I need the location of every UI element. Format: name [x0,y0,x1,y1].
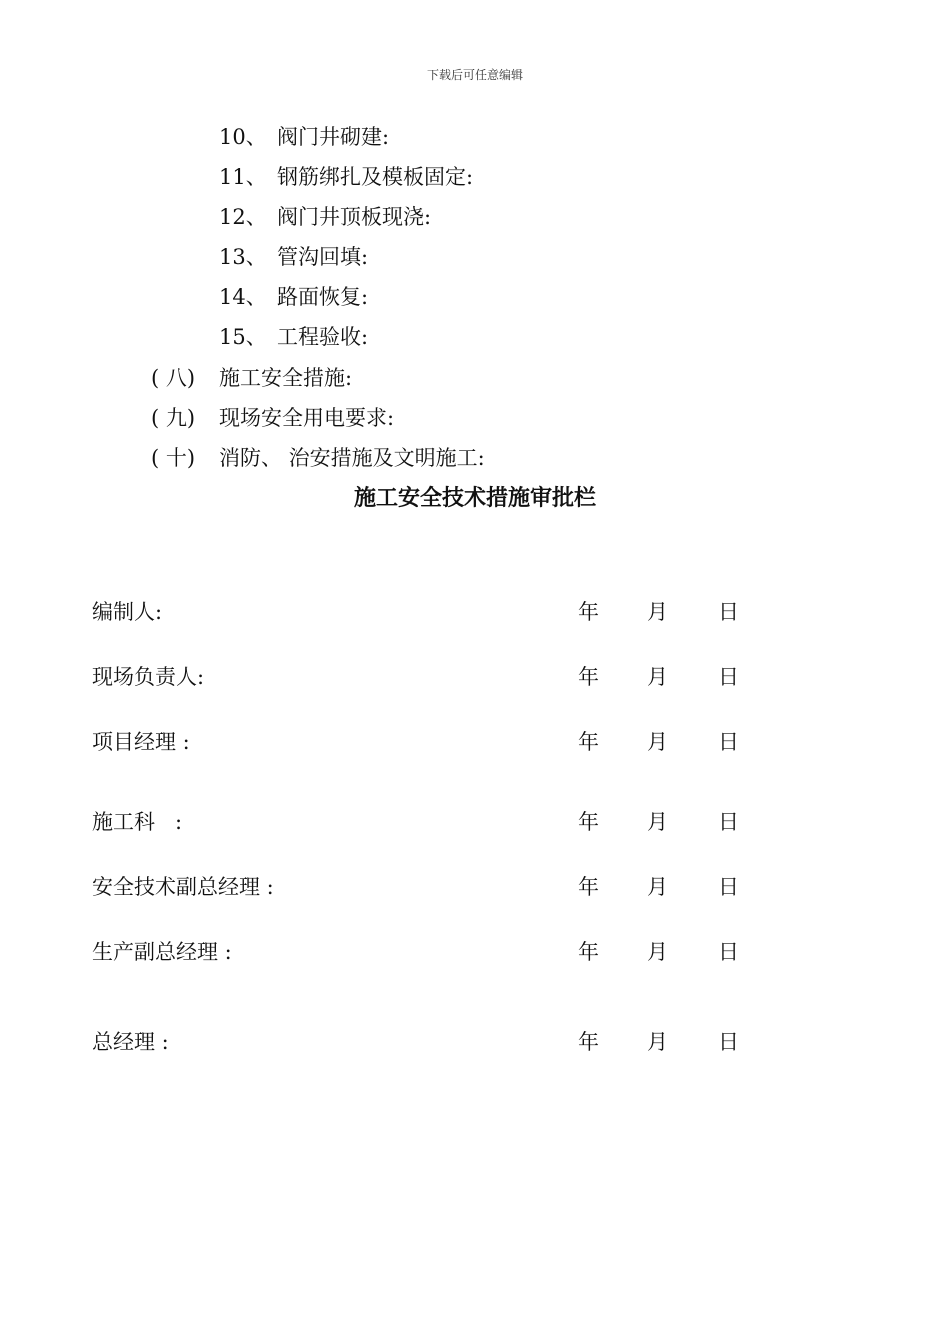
signature-label: 项目经理 : [92,730,190,754]
section-8 [151,364,352,392]
signature-row-general-manager [92,1028,792,1056]
date-month: 月 [647,730,668,754]
section-number: ( 九) [151,406,196,430]
section-9 [151,404,394,432]
signature-row-production-vp [92,938,792,966]
step-11 [219,163,473,191]
step-number: 12、 [219,205,267,229]
date-day: 日 [718,810,739,834]
signature-label: 编制人: [92,600,163,624]
section-text: 消防、 治安措施及文明施工: [219,446,485,470]
approval-title: 施工安全技术措施审批栏 [353,485,596,511]
step-number: 10、 [219,125,267,149]
date-month: 月 [647,940,668,964]
date-year: 年 [578,1030,599,1054]
step-text: 管沟回填: [277,245,369,269]
date-month: 月 [647,875,668,899]
signature-row-construction-dept [92,808,792,836]
step-text: 阀门井顶板现浇: [277,205,432,229]
signature-label: 总经理 : [92,1030,169,1054]
signature-label: 现场负责人: [92,665,205,689]
date-month: 月 [647,810,668,834]
step-12 [219,203,431,231]
signature-row-safety-vp [92,873,792,901]
step-text: 路面恢复: [277,285,369,309]
section-text: 现场安全用电要求: [219,406,395,430]
signature-label: 施工科 : [92,810,183,834]
date-year: 年 [578,940,599,964]
date-month: 月 [647,600,668,624]
signature-label: 安全技术副总经理 : [92,875,274,899]
step-text: 钢筋绑扎及模板固定: [277,165,474,189]
date-day: 日 [718,600,739,624]
signature-row-project-manager [92,728,792,756]
step-number: 11、 [219,165,267,189]
date-month: 月 [647,1030,668,1054]
step-13 [219,243,368,271]
section-number: ( 八) [151,366,196,390]
step-14 [219,283,368,311]
date-year: 年 [578,810,599,834]
signature-row-compiler [92,598,792,626]
section-text: 施工安全措施: [219,366,353,390]
step-text: 阀门井砌建: [277,125,390,149]
section-number: ( 十) [151,446,196,470]
signature-row-site-lead [92,663,792,691]
step-10 [219,123,389,151]
step-text: 工程验收: [277,325,369,349]
date-day: 日 [718,665,739,689]
date-year: 年 [578,730,599,754]
section-10 [151,444,485,472]
step-number: 14、 [219,285,267,309]
date-day: 日 [718,875,739,899]
date-month: 月 [647,665,668,689]
step-number: 15、 [219,325,267,349]
header-note: 下载后可任意编辑 [426,68,523,82]
date-day: 日 [718,730,739,754]
date-year: 年 [578,875,599,899]
date-day: 日 [718,940,739,964]
signature-label: 生产副总经理 : [92,940,232,964]
step-number: 13、 [219,245,267,269]
date-day: 日 [718,1030,739,1054]
date-year: 年 [578,600,599,624]
date-year: 年 [578,665,599,689]
step-15 [219,323,368,351]
